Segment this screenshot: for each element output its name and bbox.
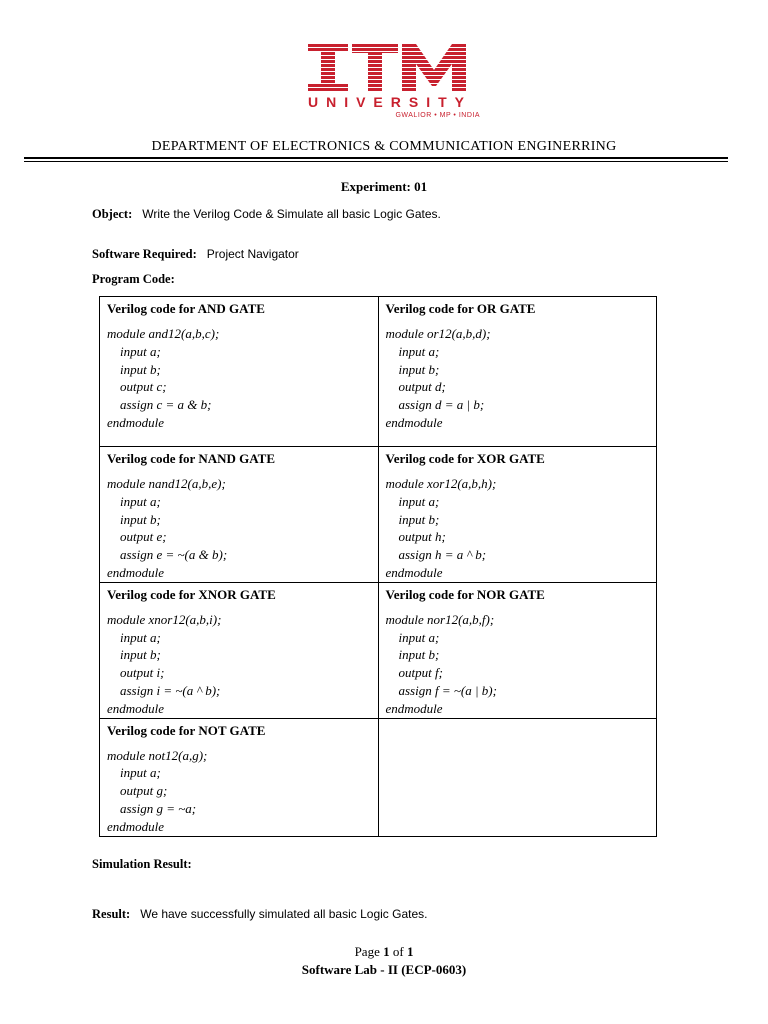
code-block: module nor12(a,b,f); input a; input b; output f; assign f = ~(a | b); endmodule [385,611,497,716]
object-line [92,207,441,222]
code-cell-not [100,718,379,836]
verilog-code-table [99,296,657,837]
cell-title: Verilog code for OR GATE [385,301,536,316]
cell-title: Verilog code for AND GATE [107,301,265,316]
result-line [92,907,427,922]
code-cell-nand [100,447,379,583]
code-cell-xor [378,447,657,583]
software-text: Project Navigator [206,247,299,261]
object-text: Write the Verilog Code & Simulate all basic Logic Gates. [142,207,441,221]
page-of: of [389,944,407,959]
result-text: We have successfully simulated all basic Logic Gates. [140,907,428,921]
simulation-result-label: Simulation Result: [92,857,192,871]
code-block: module nand12(a,b,e); input a; input b; output e; assign e = ~(a & b); endmodule [107,476,228,580]
table-row [100,297,657,447]
page-current: 1 [383,944,390,959]
cell-title: Verilog code for NOR GATE [385,586,545,602]
code-block: module xnor12(a,b,i); input a; input b; output i; assign i = ~(a ^ b); endmodule [107,611,222,716]
logo-location-text: GWALIOR • MP • INDIA [395,112,480,119]
table-row [100,447,657,583]
page-number [0,944,768,960]
cell-title: Verilog code for NOT GATE [107,722,266,738]
itm-university-logo [300,44,480,124]
page-prefix: Page [354,944,384,959]
code-cell-nor [378,582,657,718]
page-total: 1 [406,944,414,959]
code-block: module and12(a,b,c); input a; input b; output c; assign c = a & b; endmodule [107,326,220,430]
code-block: module not12(a,g); input a; output g; assign g = ~a; endmodule [107,747,208,834]
object-label: Object: [92,207,133,221]
logo-stripe-overlay [308,44,466,92]
code-cell-or [378,297,657,447]
code-block: module or12(a,b,d); input a; input b; output d; assign d = a | b; endmodule [385,326,491,430]
header-rule-thick [24,157,728,159]
logo-university-text: UNIVERSITY [307,94,472,110]
code-cell-empty [378,718,657,836]
code-block: module xor12(a,b,h); input a; input b; output h; assign h = a ^ b; endmodule [385,476,497,580]
software-line [92,247,299,262]
table-row [100,718,657,836]
code-cell-and [100,297,379,447]
footer-course: Software Lab - II (ECP-0603) [301,962,467,977]
table-row [100,582,657,718]
department-heading: DEPARTMENT OF ELECTRONICS & COMMUNICATION ENGINERRING [151,139,617,154]
program-code-label: Program Code: [92,272,175,286]
header-rule-thin [24,161,728,162]
cell-title: Verilog code for XNOR GATE [107,586,276,602]
code-cell-xnor [100,582,379,718]
software-label: Software Required: [92,247,197,261]
experiment-title: Experiment: 01 [340,179,428,194]
result-label: Result: [92,907,131,921]
cell-title: Verilog code for XOR GATE [385,451,545,466]
cell-title: Verilog code for NAND GATE [107,451,276,466]
